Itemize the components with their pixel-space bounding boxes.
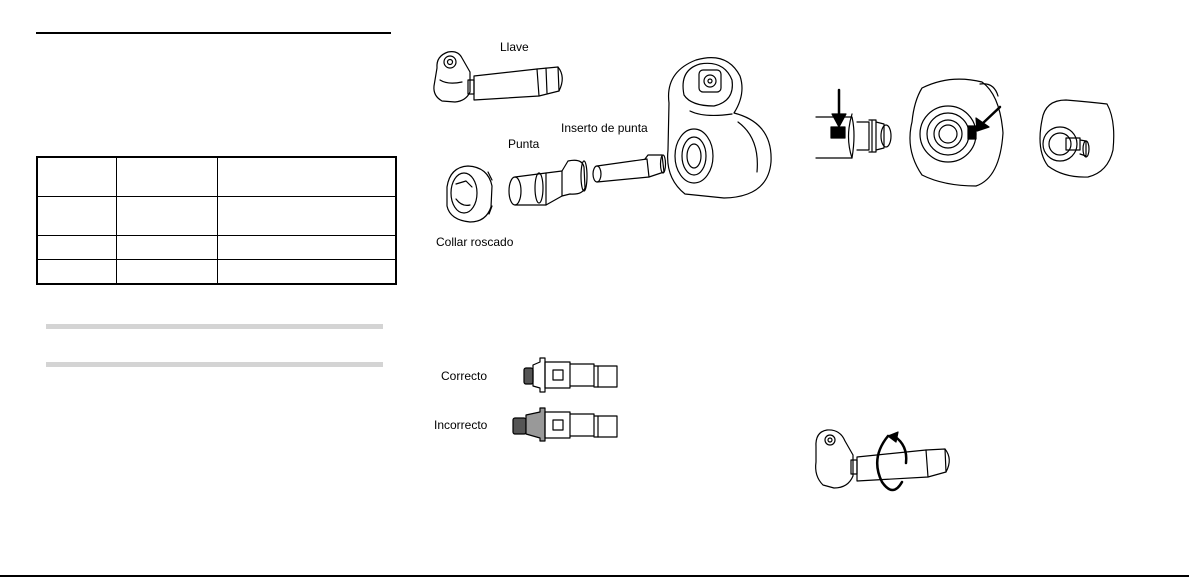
threaded-collar-illustration	[447, 166, 492, 222]
label-correcto: Correcto	[441, 369, 488, 383]
label-incorrecto: Incorrecto	[434, 418, 488, 432]
rotation-illustration	[816, 430, 950, 490]
label-punta: Punta	[508, 137, 540, 151]
tool-with-tip-illustration	[1040, 100, 1114, 177]
tool-head-illustration	[668, 58, 771, 198]
front-view-illustration	[910, 79, 1003, 186]
label-inserto-de-punta: Inserto de punta	[561, 121, 648, 135]
correct-assembly-illustration	[524, 358, 617, 392]
wrench-illustration	[434, 52, 562, 102]
tip-illustration	[509, 160, 587, 205]
incorrect-assembly-illustration	[513, 408, 617, 441]
tip-insert-illustration	[593, 155, 666, 182]
insert-arrow-illustration	[816, 90, 891, 158]
label-llave: Llave	[500, 40, 529, 54]
label-collar-roscado: Collar roscado	[436, 235, 514, 249]
